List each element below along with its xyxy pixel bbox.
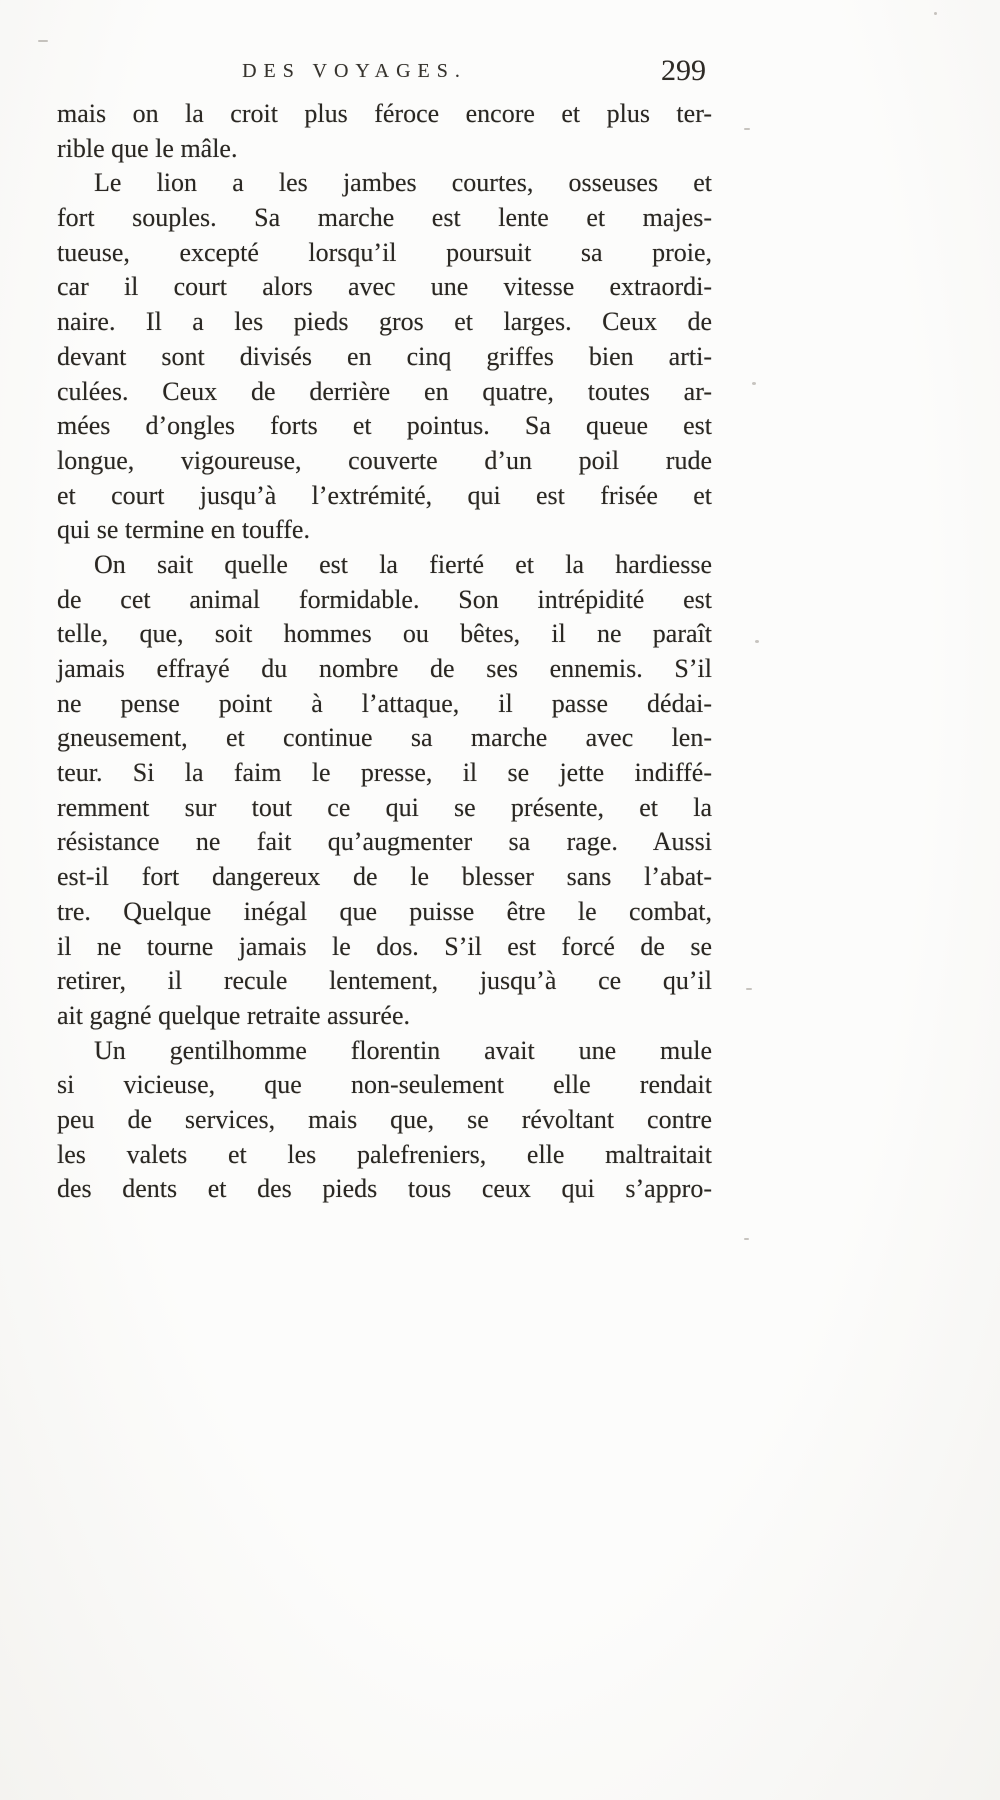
text-line: jamais effrayé du nombre de ses ennemis. S’il <box>57 654 712 683</box>
scan-speck <box>746 988 752 990</box>
scan-speck <box>744 128 750 130</box>
text-line: peu de services, mais que, se révoltant contre <box>57 1104 712 1134</box>
running-title: DES VOYAGES. <box>242 60 467 82</box>
text-line: résistance ne fait qu’augmenter sa rage. Aussi <box>57 827 712 857</box>
text-line: retirer, il recule lentement, jusqu’à ce qu’il <box>57 966 712 996</box>
text-line: de cet animal formidable. Son intrépidité est <box>57 584 712 614</box>
text-line: si vicieuse, que non-seulement elle rendait <box>57 1070 712 1100</box>
text-line: On sait quelle est la fierté et la hardiesse <box>94 549 712 579</box>
scan-speck <box>934 12 937 15</box>
text-line: mées d’ongles forts et pointus. Sa queue est <box>57 411 712 441</box>
scan-speck <box>38 40 48 42</box>
body-text <box>57 97 712 1207</box>
text-line: ait gagné quelque retraite assurée. <box>57 1000 410 1030</box>
text-line: longue, vigoureuse, couverte d’un poil rude <box>57 445 712 475</box>
text-line: teur. Si la faim le presse, il se jette indiffé- <box>57 758 712 788</box>
page-header <box>57 54 712 94</box>
text-line: et court jusqu’à l’extrémité, qui est frisée et <box>57 480 712 510</box>
text-line: Un gentilhomme florentin avait une mule <box>94 1035 712 1065</box>
scan-speck <box>744 1238 749 1240</box>
text-line: fort souples. Sa marche est lente et majes- <box>57 203 712 233</box>
text-line: il ne tourne jamais le dos. S’il est forcé de se <box>57 931 712 961</box>
text-line: devant sont divisés en cinq griffes bien arti- <box>57 341 712 371</box>
text-line: remment sur tout ce qui se présente, et la <box>57 792 712 822</box>
scan-speck <box>755 640 759 643</box>
page-number: 299 <box>661 54 706 87</box>
text-line: Le lion a les jambes courtes, osseuses et <box>94 168 712 198</box>
text-line: des dents et des pieds tous ceux qui s’appro- <box>57 1174 712 1204</box>
text-line: tre. Quelque inégal que puisse être le combat, <box>57 896 712 926</box>
text-line: rible que le mâle. <box>57 133 238 163</box>
text-line: naire. Il a les pieds gros et larges. Ceux de <box>57 307 712 337</box>
text-line: telle, que, soit hommes ou bêtes, il ne paraît <box>57 619 712 649</box>
text-line: car il court alors avec une vitesse extraordi- <box>57 272 712 302</box>
text-line: tueuse, excepté lorsqu’il poursuit sa proie, <box>57 237 712 267</box>
text-line: ne pense point à l’attaque, il passe dédai- <box>57 688 712 718</box>
text-line: culées. Ceux de derrière en quatre, toutes ar- <box>57 376 712 406</box>
text-line: les valets et les palefreniers, elle maltraitait <box>57 1139 712 1169</box>
scan-speck <box>752 382 756 385</box>
text-line: mais on la croit plus féroce encore et plus ter- <box>57 99 712 128</box>
text-line: gneusement, et continue sa marche avec len- <box>57 723 712 753</box>
text-line: qui se termine en touffe. <box>57 515 310 545</box>
text-line: est-il fort dangereux de le blesser sans l’abat- <box>57 862 712 892</box>
